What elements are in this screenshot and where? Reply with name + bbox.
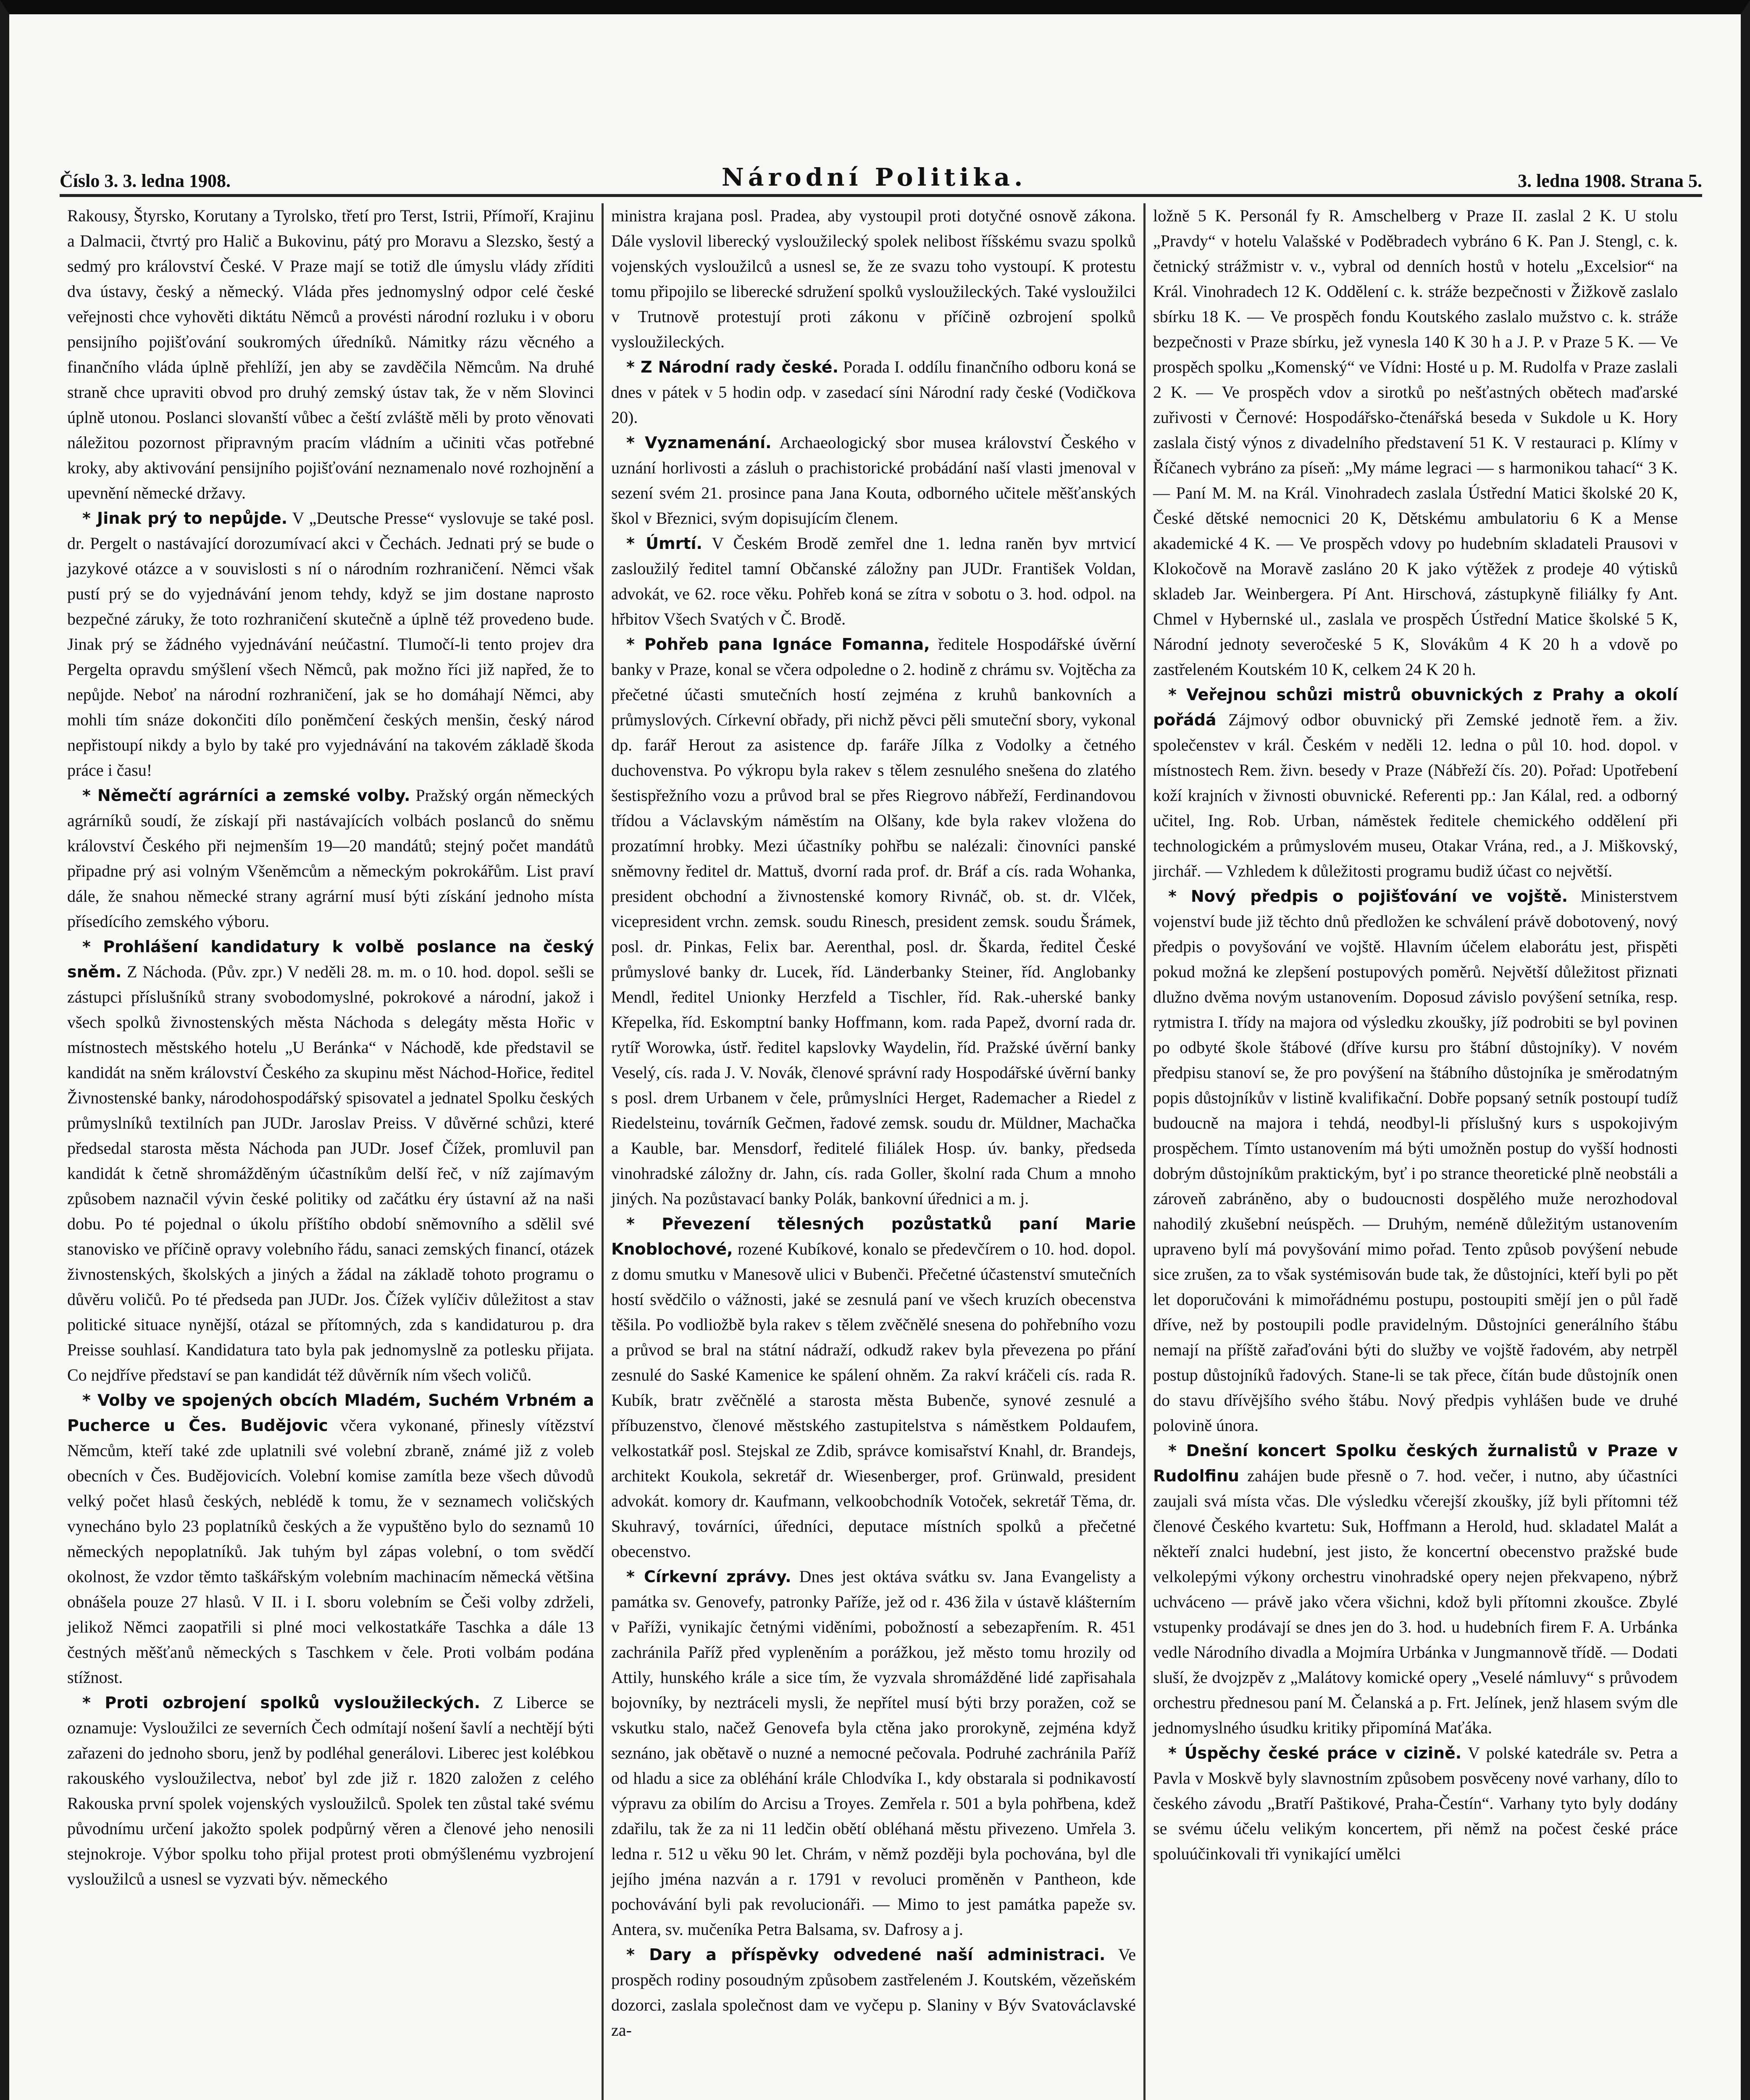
article-text: Pražský orgán německých agrárníků soudí, že získají při nastávajících volbách poslanců do sněmu království Českého při nejmenším 19—20 mandátů; stejný počet mandátů připadne prý asi volným Všeněmcům a německým pokrokářům. List praví dále, že snahou německé strany agrární musí býti získání jednoho místa přísedícího zemského výboru. [67,786,594,931]
article-text: Dnes jest oktáva svátku sv. Jana Evangelisty a památka sv. Genovefy, patronky Paříže, jež od r. 436 žila v ústavě klášterním v Paříži, vynikajíc četnými viděními, pobožností a sebezapřením. R. 451 zachránila Paříž před vypleněním a porážkou, jež město tomu hrozily od Attily, hunského krále a sice tím, že vyzvala shromážděné lidé zapřisahala bojovníky, by neztráceli mysli, že nepřítel musí býti brzy poražen, což se vskutku stalo, načež Genovefa byla ctěna jako prorokyně, zejména když seznáno, jak obětavě o nuzné a nemocné pečovala. Podruhé zachránila Paříž od hladu a sice za obléhání krále Chlodvíka I., kdy obstarala si podnikavostí výpravu za obilím do Arcisu a Troyes. Zemřela r. 501 a byla pohřbena, kdež zdařilu, tak že za ni 11 ledčin obětí obléhaná městu přivezeno. Umřela 3. ledna r. 512 u věku 90 let. Chrám, v němž později byla pochována, byl dle jejího jména nazván a r. 1791 v revoluci proměněn v Pantheon, kde pochovávání byli pak revolucionáři. — Mimo to jest památka papeže sv. Antera, sv. mučeníka Petra Balsama, sv. Dafrosy a j. [611,1567,1136,1939]
article-text: V Českém Brodě zemřel dne 1. ledna raněn byv mrtvicí zasloužilý ředitel tamní Občanské záložny pan JUDr. František Voldan, advokát, ve 62. roce věku. Pohřeb koná se zítra v sobotu o 3. hod. odpol. na hřbitov Všech Svatých v Č. Brodě. [611,534,1136,628]
article-paragraph [67,1690,594,1892]
article-paragraph [1153,1740,1678,1866]
page-header [60,163,1702,197]
article-text: rozené Kubíkové, konalo se předevčírem o 10. hod. dopol. z domu smutku v Manesově ulici v Bubenči. Přečetné účastenství smutečních hostí svědčilo o vážnosti, jaké se zesnulá paní ve všech kruzích obecenstva těšila. Po vodliožbě byla rakev s tělem zvěčnělé snesena do pohřebního vozu a průvod se bral na státní nádraží, odkudž rakev byla převezena po přání zesnulé do Saské Kamenice ke spálení ohněm. Za rakví kráčeli cís. rada R. Kubík, bratr zvěčnělé a starosta města Bubenče, synové zesnulé a příbuzenstvo, členové městského zastupitelstva s náměstkem Poldaufem, velkostatkář posl. Stejskal ze Zdib, správce komisařství Knahl, dr. Brandejs, architekt Koukola, sekretář dr. Wiesenberger, prof. Grünwald, president advokát. komory dr. Kaufmann, velkoobchodník Votoček, sekretář Těma, dr. Skuhravý, továrníci, úředníci, deputace místních spolků a přečetné obecenstvo. [611,1239,1136,1561]
date-and-page: 3. ledna 1908. Strana 5. [1518,171,1702,191]
article-paragraph [67,506,594,783]
article-heading: * Vyznamenání. [626,433,772,452]
column-2 [602,203,1143,2100]
article-paragraph [611,354,1136,430]
article-heading: * Převezení tělesných pozůstatků paní Marie Knoblochové, [611,1215,1136,1258]
column-3 [1143,203,1685,2100]
article-paragraph [1153,682,1678,884]
article-heading: * Volby ve spojených obcích Mladém, Suchém Vrbném a Pucherce u Čes. Budějovic [67,1391,594,1435]
article-paragraph [611,1211,1136,1564]
article-text: V polské katedrále sv. Petra a Pavla v Moskvě byly slavnostním způsobem posvěceny nové varhany, dílo to českého závodu „Bratří Paštikové, Praha-Čestín“. Varhany tyto byly dodány se svému účelu velikým koncertem, při němž na počest české práce spoluúčinkovali tři vynikající umělci [1153,1743,1678,1863]
article-paragraph [611,531,1136,632]
article-paragraph [67,203,594,506]
article-text: Rakousy, Štyrsko, Korutany a Tyrolsko, třetí pro Terst, Istrii, Přímoří, Krajinu a Dalmacii, čtvrtý pro Halič a Bukovinu, pátý pro Moravu a Slezsko, šestý a sedmý pro království České. V Praze mají se totiž dle úmyslu vlády zříditi dva ústavy, český a německý. Vláda přes jednomyslný odpor celé české veřejnosti chce vyhověti diktátu Němců a provésti národní rozluku i v oboru pensijního pojišťování soukromých úředníků. Námitky rázu věcného a finančního vláda úplně přehlíží, jen aby se zavděčila Němcům. Na druhé straně chce upraviti obvod pro druhý zemský ústav tak, že v něm Slovinci úplně utonou. Poslanci slovanští vůbec a čeští zvláště měli by proto věnovati náležitou pozornost připravným pracím vládním a učiniti včas potřebné kroky, aby aktivování pensijního pojišťování neznamenalo nové rozhojnění a upevnění německé državy. [67,206,594,502]
article-paragraph [611,1942,1136,2043]
article-text: Z Náchoda. (Pův. zpr.) V neděli 28. m. m. o 10. hod. dopol. sešli se zástupci příslušníků strany svobodomyslné, pokrokové a národní, jakož i všech spolků živnostenských města Náchoda s delegáty města Hořic v místnostech městského hotelu „U Beránka“ v Náchodě, kde představil se kandidát na sněm království Českého za skupinu měst Náchod-Hořice, ředitel Živnostenské banky, národohospodářský spisovatel a jednatel Spolku českých průmyslníků textilních pan JUDr. Jaroslav Preiss. V důvěrné schůzi, které předsedal starosta města Náchoda pan JUDr. Josef Čížek, promluvil pan kandidát k četně shromážděným účastníkům delší řeč, v níž zajímavým způsobem naznačil vývin české politiky od začátku éry ústavní až na naši dobu. Po té pojednal o úkolu příštího období sněmovního a sdělil své stanovisko ve příčině opravy volebního řádu, sanaci zemských financí, otázek živnostenských, školských a jiných a žádal na základě tohoto programu o důvěru voličů. Po té předseda pan JUDr. Jos. Čížek vylíčiv důležitost a stav politické situace nynější, otázal se přítomných, zda s kandidaturou p. dra Preisse souhlasí. Kandidatura tato byla pak jednomyslně za potlesku přijata. Co nejdříve představí se pan kandidát též důvěrník ním všech voličů. [67,962,594,1384]
article-heading: * Dary a příspěvky odvedené naší administraci. [626,1945,1106,1964]
article-heading: * Pohřeb pana Ignáce Fomanna, [626,635,930,654]
article-heading: * Církevní zprávy. [626,1567,791,1586]
article-text: Zájmový odbor obuvnický při Zemské jednotě řem. a živ. společenstev v král. Českém v neděli 12. ledna o půl 10. hod. dopol. v místnostech Rem. živn. besedy v Praze (Nábřeží čís. 20). Pořad: Upotřebení koží krajních v živnosti obuvnické. Referenti pp.: Jan Kálal, red. a odborný učitel, Ing. Rob. Urban, náměstek ředitele chemického oddělení při technologickém a průmyslovém museu, Otakar Vrána, red., a J. Miškovský, jirchář. — Vzhledem k důležitosti programu budiž účast co největší. [1153,710,1678,880]
article-text: Porada I. oddílu finančního odboru koná se dnes v pátek v 5 hodin odp. v zasedací síni Národní rady české (Vodičkova 20). [611,357,1136,427]
article-text: včera vykonané, přinesly vítězství Němcům, kteří také zde uplatnili své volební zbraně, známé již z voleb obecních v Čes. Budějovicích. Volební komise zamítla beze všech důvodů velký počet hlasů českých, neblédě k tomu, že v seznamech voličských vynecháno bylo 23 poplatníků českých a že vypuštěno bylo do seznamů 10 německých nepoplatníků. Jak tuhým byl zápas volební, o tom svědčí okolnost, že vzdor těmto taškářským volebním machinacím německá většina obnášela pouze 27 hlasů. V II. i I. sboru volebním se Češi volby zdrželi, jelikož Němci zaopatřili si plné moci velkostatkáře Taschka a dále 13 čestných měšťanů německých s Taschkem v čele. Proti volbám podána stížnost. [67,1416,594,1687]
article-heading: * Prohlášení kandidatury k volbě poslance na český sněm. [67,937,594,981]
article-paragraph [611,430,1136,531]
article-paragraph [611,203,1136,354]
article-heading: * Úspěchy české práce v cizině. [1168,1744,1462,1762]
newspaper-title: Národní Politika. [721,163,1027,192]
article-heading: * Dnešní koncert Spolku českých žurnalistů v Praze v Rudolfinu [1153,1441,1678,1485]
article-text: ministra krajana posl. Pradea, aby vystoupil proti dotyčné osnově zákona. Dále vyslovil liberecký vysloužilecký spolek nelibost říšskému svazu spolků vojenských vysloužilců a usnesl se, že ze svazu toho vystoupí. K protestu tomu připojilo se liberecké sdružení spolků vysloužileckých. Také vysloužilci v Trutnově protestují proti zákonu v příčině ozbrojení spolků vysloužileckých. [611,206,1136,351]
article-heading: * Úmrtí. [626,534,702,553]
article-paragraph [1153,884,1678,1438]
article-columns [60,203,1702,2100]
article-text: Z Liberce se oznamuje: Vysloužilci ze severních Čech odmítají nošení šavlí a nechtějí býti zařazeni do jednoho sboru, jenž by podléhal generálovi. Liberec jest kolébkou rakouského vysloužilectva, neboť byl zde již r. 1820 založen z celého Rakouska první spolek vojenských vysloužilců. Spolek ten zůstal také svému původnímu určení jakožto spolek podpůrný věren a členové jeho nenosili stejnokroje. Výbor spolku toho přijal protest proti obmýšlenému vyzbrojení vysloužilců a usnesl se vyzvati býv. německého [67,1693,594,1888]
article-text: ředitele Hospodářské úvěrní banky v Praze, konal se včera odpoledne o 2. hodině z chrámu sv. Vojtěcha za přečetné účasti smutečních hostí zejména z kruhů bankovních a průmyslových. Církevní obřady, při nichž pěvci pěli smuteční sbory, vykonal dp. farář Herout za asistence dp. faráře Jílka z Vodolky a četného duchovenstva. Po výkropu byla rakev s tělem zesnulého snešena do zlatého šestispřežního vozu a průvod bral se přes Riegrovo nábřeží, Ferdinandovou třídou a Václavským náměstím na Olšany, kde byla rakev vložena do prozatímní hrobky. Mezi účastníky pohřbu se nalézali: činovníci panské sněmovny ředitel dr. Mattuš, dvorní rada prof. dr. Bráf a cís. rada Wohanka, president obchodní a živnostenské komory Rivnáč, ob. st. dr. Vlček, vicepresident vrchn. zemsk. soudu Rinesch, president zemsk. soudu Šrámek, posl. dr. Pinkas, Felix bar. Aerenthal, posl. dr. Škarda, ředitel České průmyslové banky dr. Lucek, říd. Länderbanky Steiner, říd. Anglobanky Mendl, ředitel Unionky Herzfeld a Tischler, říd. Rak.-uherské banky Křepelka, říd. Eskomptní banky Hoffmann, kom. rada Papež, dvorní rada dr. rytíř Worowka, ústř. ředitel kapslovky Waydelin, říd. Pražské úvěrní banky Veselý, cís. rada J. V. Novák, členové správní rady Hospodářské úvěrní banky s posl. drem Urbanem v čele, průmyslníci Herget, Rademacher a Riedel z Riedelsteinu, továrník Gečmen, řadové zemsk. soudu dr. Müldner, Machačka a Kauble, bar. Mensdorf, ředitelé filiálek Hosp. úv. banky, předseda vinohradské záložny dr. Jahn, cís. rada Goller, školní rada Chum a mnoho jiných. Na pozůstavací banky Polák, bankovní úřednici a m. j. [611,635,1136,1208]
article-text: zahájen bude přesně o 7. hod. večer, i nutno, aby účastníci zaujali svá místa včas. Dle výsledku včerejší zkoušky, jíž byli přítomni též členové Českého kvartetu: Suk, Hoffmann a Herold, hud. skladatel Malát a někteří znalci hudební, jest jisto, že koncertní obecenstvo pražské bude velkolepými výkony orchestru vinohradské opery nejen překvapeno, nýbrž uchváceno — právě jako včera všichni, kdož byli přítomni zkoušce. Zbylé vstupenky prodávají se dnes jen do 3. hod. u hudebních firem F. A. Urbánka vedle Národního divadla a Mojmíra Urbánka v Jungmannově třídě. — Dodati sluší, že dvojzpěv z „Malátovy komické opery „Veselé námluvy“ s průvodem orchestru přednesou paní M. Čelanská a p. Frt. Jelínek, jenž hlasem svým dle jednomyslného úsudku kritiky připomíná Maťáka. [1153,1466,1678,1737]
article-heading: * Veřejnou schůzi mistrů obuvnických z Prahy a okolí pořádá [1153,685,1678,729]
article-text: Ministerstvem vojenství bude již těchto dnů předložen ke schválení právě dobotovený, nový předpis o povyšování ve vojště. Hlavním účelem elaborátu jest, přispěti pokud možná ke zlepšení postupových poměrů. Největší důležitost přiznati dlužno dvěma novým ustanovením. Doposud závislo povýšení setníka, resp. rytmistra I. třídy na majora od výsledku zkoušky, jíž podrobiti se byl povinen po odbyté škole štábové (dříve kursu pro štábní důstojníky). V novém předpisu stanoví se, že pro povýšení na štábního důstojníka je směrodatným popis důstojníkův v listině kvalifikační. Dobře popsaný setník postoupí tudíž budoucně na majora i tehdá, neodbyl-li příslušný kurs s uspokojivým prospěchem. Tímto ustanovením má býti umožněn postup do vyšší hodnosti dobrým důstojníkům praktickým, byť i po strance theoretické plně neobstáli a zároveň zabráněno, aby o budoucnosti dospělého muže nerozhodoval nahodilý zkušební neúspěch. — Druhým, neméně důležitým ustanovením upraveno bylí má povyšování mimo pořad. Tento způsob povýšení nebude sice zrušen, za to však systémisován bude tak, že důstojníci, kteří byli po pět let doporučováni k mimořádnému postupu, postoupiti smějí jen o půl řadě dříve, než by postoupili podle pravidelným. Důstojníci generálního štábu nemají na příště zařaďováni býti do služby ve vojště řadovém, aby netrpěl postup důstojníků řadových. Stane-li se tak přece, čítán bude důstojník onen do stavu dřívějšího svého štábu. Nový předpis vyhlášen bude ve druhé polovině února. [1153,887,1678,1435]
article-text: Ve prospěch rodiny posoudným způsobem zastřeleném J. Koutském, vězeňském dozorci, zaslala společnost dam ve vyčepu p. Slaniny v Býv Svatováclavské za- [611,1945,1136,2040]
article-paragraph [1153,1438,1678,1740]
article-paragraph [611,632,1136,1211]
article-heading: * Jinak prý to nepůjde. [82,509,288,528]
article-heading: * Nový předpis o pojišťování ve vojště. [1168,887,1568,906]
article-text: Archaeologický sbor musea království Českého v uznání horlivosti a zásluh o prachistorické probádání naší vlasti jmenoval v sezení svém 21. prosince pana Jana Kouta, odborného učitele měšťanských škol v Březnici, svým dopisujícím členem. [611,433,1136,528]
issue-number: Číslo 3. 3. ledna 1908. [60,171,231,191]
column-1 [60,203,602,2100]
article-heading: * Němečtí agrárníci a zemské volby. [82,786,410,805]
article-text: ložně 5 K. Personál fy R. Amschelberg v Praze II. zaslal 2 K. U stolu „Pravdy“ v hotelu Valašské v Poděbradech vybráno 6 K. Pan J. Stengl, c. k. četnický strážmistr v. v., vybral od denních hostů v hotelu „Excelsior“ na Král. Vinohradech 12 K. Oddělení c. k. stráže bezpečnosti v Žižkově zaslalo sbírku 18 K. — Ve prospěch fondu Koutského zaslalo mužstvo c. k. stráže bezpečnosti v Praze sbírku, jež vynesla 140 K 30 h a J. P. v Praze 5 K. — Ve prospěch spolku „Komenský“ ve Vídni: Hosté u p. M. Rudolfa v Praze zaslali 2 K. — Ve prospěch vdov a sirotků po nešťastných obětech maďarské zuřivosti v Černové: Hospodářsko-čtenářská beseda v Sukdole u K. Hory zaslala čistý výnos z divadelního představení 51 K. V restauraci p. Klímy v Říčanech vybráno za píseň: „My máme legraci — s harmonikou tahací“ 3 K. — Paní M. M. na Král. Vinohradech zaslala Ústřední Matici školské 20 K, České dětské nemocnici 20 K, Dětskému ambulatoriu 6 K a Mense akademické 4 K. — Ve prospěch vdovy po hudebním skladateli Prausovi v Klokočově na Moravě zasláno 20 K jako výtěžek z prodeje 40 výtisků skladeb Jar. Weinbergera. Pí Ant. Hirschová, zástupkyně filiálky fy Ant. Chmel v Hybernské ul., zaslala ve prospěch Ústřední Matice školské 5 K, Národní jednoty severočeské 5 K, Slovákům 4 K 20 h a vdově po zastřeleném Koutském 10 K, celkem 24 K 20 h. [1153,206,1678,679]
article-paragraph [611,1564,1136,1942]
article-paragraph [1153,203,1678,682]
article-heading: * Z Národní rady české. [626,358,839,376]
article-paragraph [67,1388,594,1690]
article-text: V „Deutsche Presse“ vyslovuje se také posl. dr. Pergelt o nastávající dorozumívací akci v Čechách. Jednati prý se bude o jazykové otázce a v souvislosti s ní o národním rozhraničení. Němci však pustí prý se do vyjednávání jenom tehdy, když se jim dostane naprosto bezpečné záruky, že toto rozhraničení skutečně a úplně též provedeno bude. Jinak prý se žádného vyjednávání neúčastní. Tlumočí-li tento projev dra Pergelta opravdu smýšlení všech Němců, pak možno říci již napřed, že to nepůjde. Neboť na národní rozhraničení, jak se ho domáhají Němci, aby mohli tím snáze dokončiti dílo poněmčení českých menšin, český národ nepřistoupí nikdy a bylo by také pro vyjednávání na takovém základě škoda práce i času! [67,509,594,780]
article-paragraph [67,783,594,934]
article-heading: * Proti ozbrojení spolků vysloužileckých. [82,1693,481,1712]
article-paragraph [67,934,594,1388]
